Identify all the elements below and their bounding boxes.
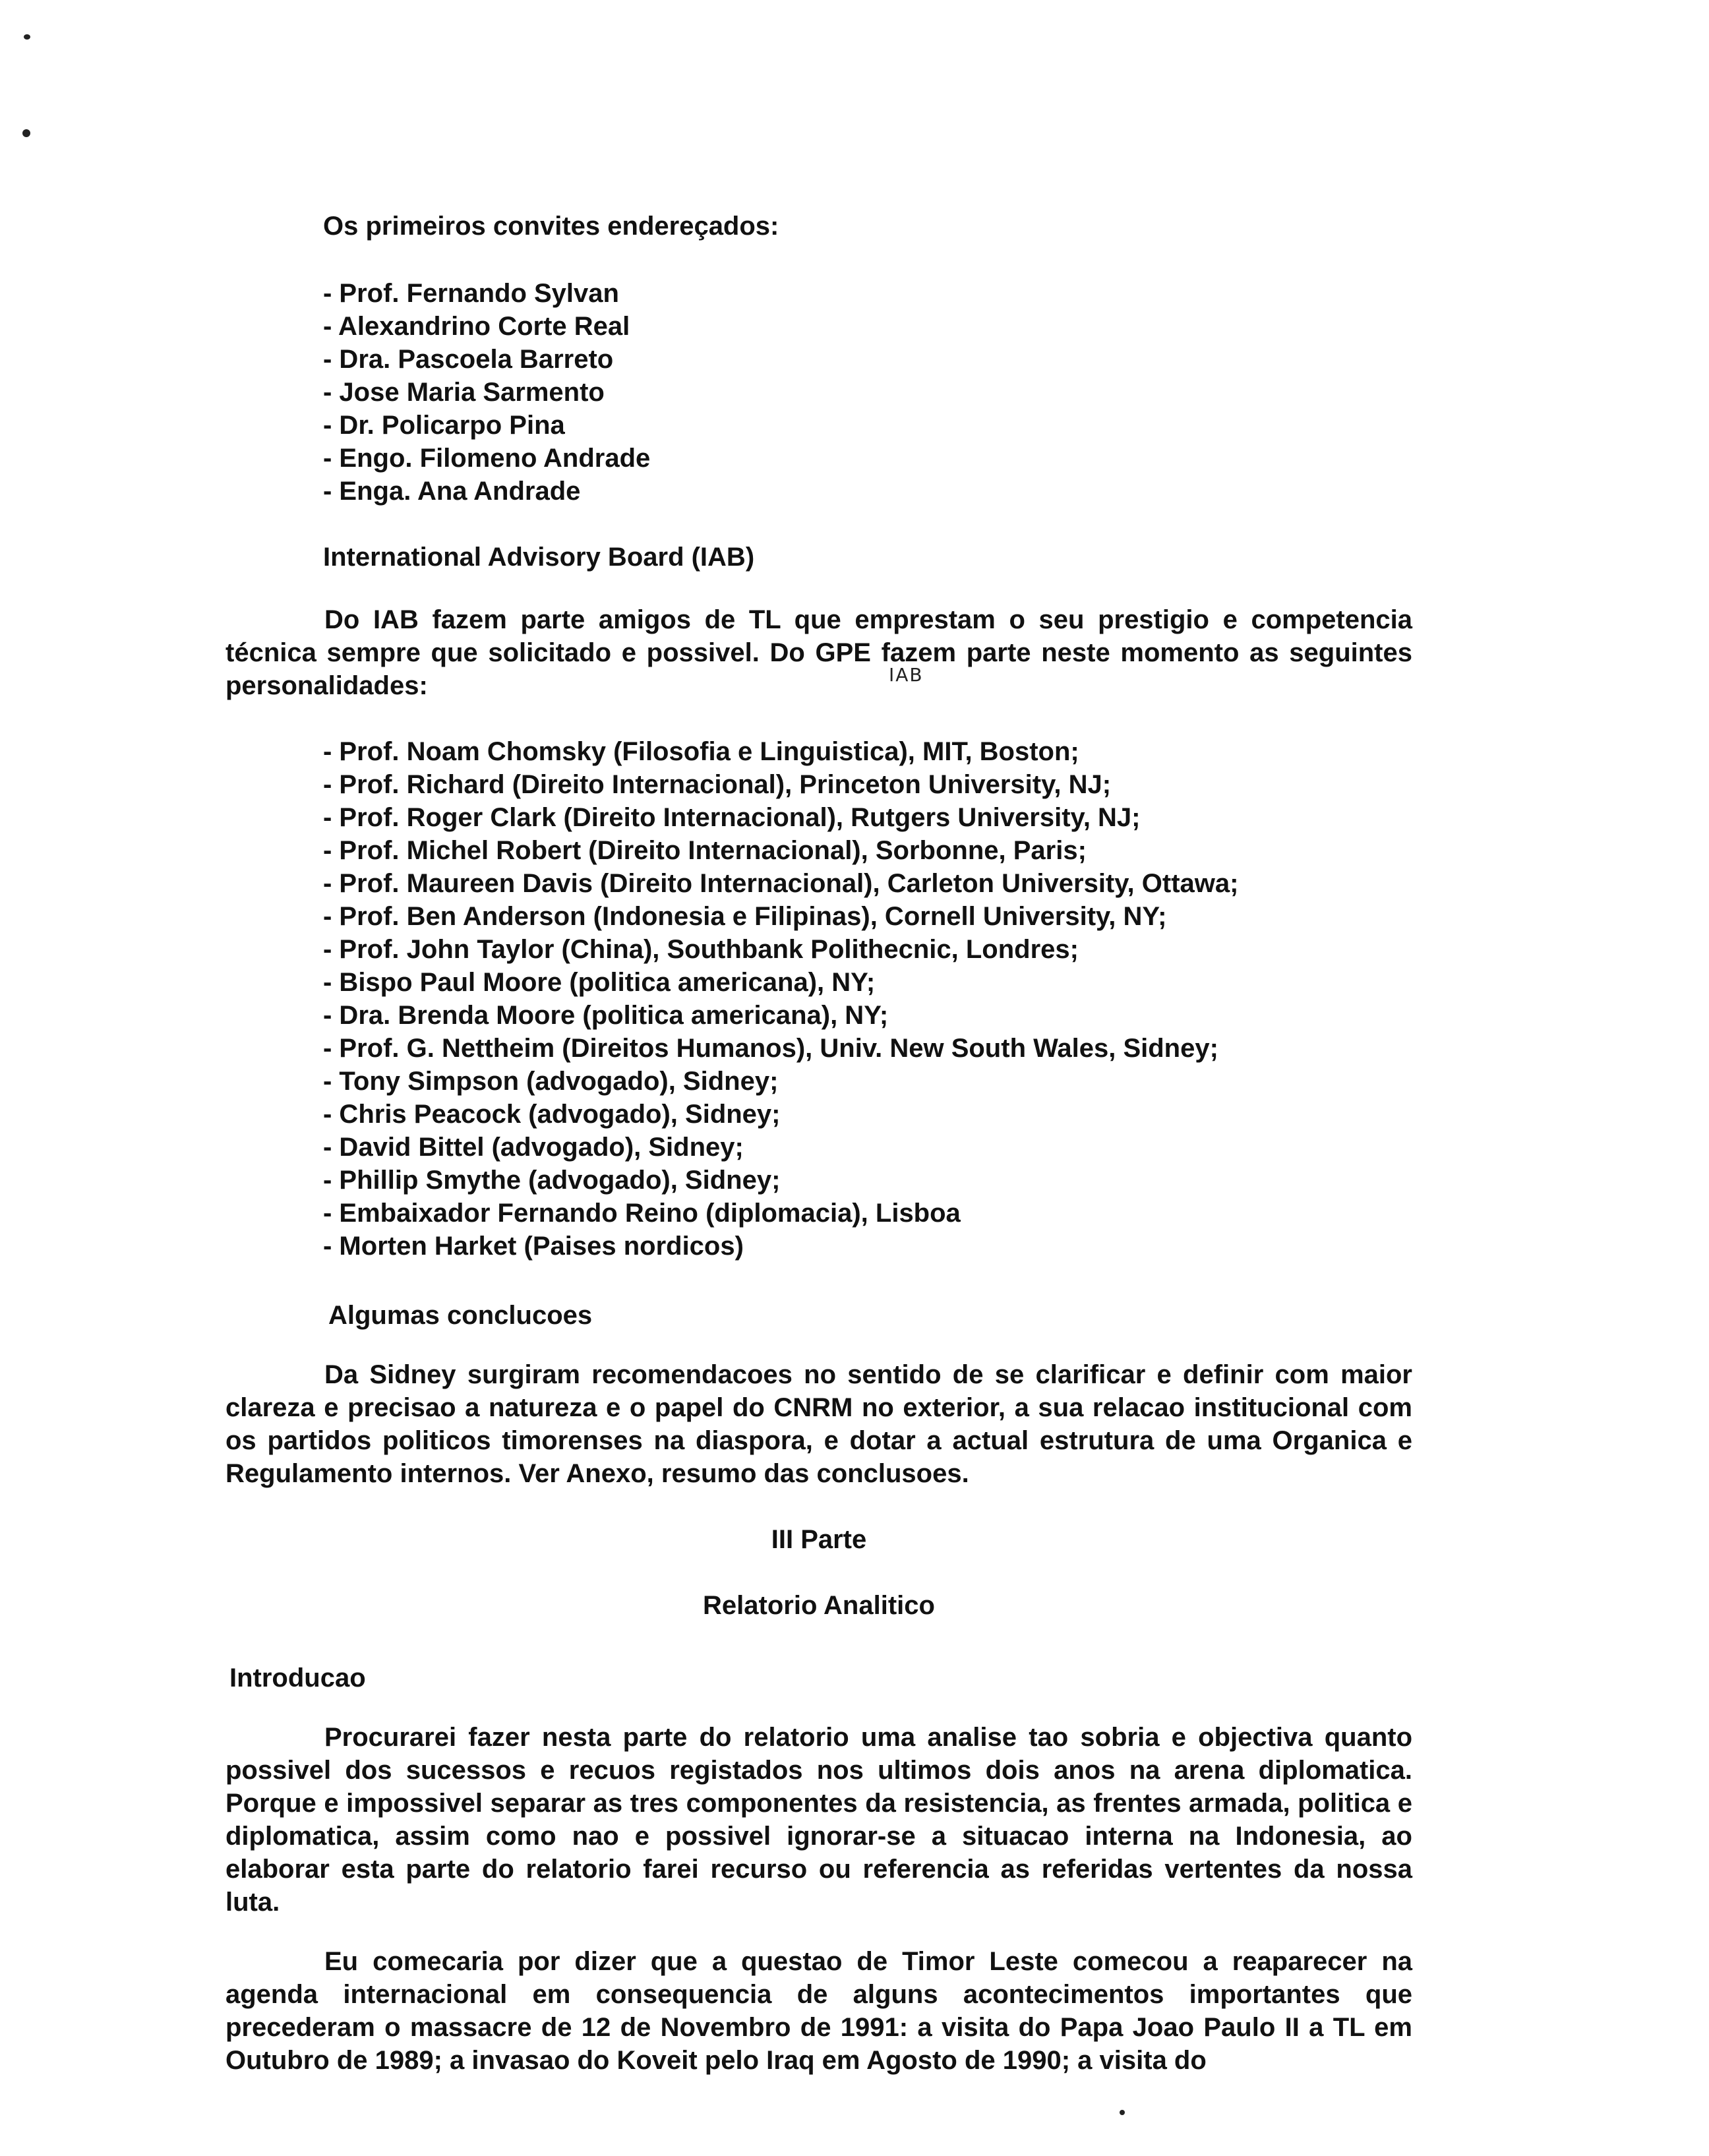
list-item: - Prof. G. Nettheim (Direitos Humanos), Univ. New South Wales, Sidney; (323, 1034, 1218, 1063)
iab-member-list (323, 735, 1238, 1263)
list-item: - Prof. John Taylor (China), Southbank Polithecnic, Londres; (323, 935, 1079, 964)
list-item: - Prof. Ben Anderson (Indonesia e Filipinas), Cornell University, NY; (323, 902, 1167, 931)
list-item: - Embaixador Fernando Reino (diplomacia), Lisboa (323, 1199, 961, 1228)
list-item: - Dr. Policarpo Pina (323, 411, 565, 440)
list-item: - Prof. Michel Robert (Direito Internacional), Sorbonne, Paris; (323, 836, 1087, 865)
list-item: - David Bittel (advogado), Sidney; (323, 1133, 744, 1162)
list-item: - Bispo Paul Moore (politica americana), NY; (323, 968, 876, 997)
list-item: - Phillip Smythe (advogado), Sidney; (323, 1166, 781, 1195)
list-item: - Chris Peacock (advogado), Sidney; (323, 1100, 781, 1129)
scan-speck (1120, 2110, 1125, 2115)
final-paragraph: Eu comecaria por dizer que a questao de Timor Leste comecou a reaparecer na agenda internacional em consequencia de alguns acontecimentos importantes que precederam o massacre de 12 de Novembro de 1991: a visita do Papa Joao Paulo II a TL em Outubro de 1989; a invasao do Koveit pelo Iraq em Agosto de 1990; a visita do (225, 1947, 1412, 2075)
conclusions-heading: Algumas conclucoes (328, 1301, 593, 1330)
invitee-list (323, 277, 650, 508)
handwritten-correction: IAB (889, 664, 924, 686)
intro-paragraph: Procurarei fazer nesta parte do relatorio uma analise tao sobria e objectiva quanto possivel dos sucessos e recuos registados nos ultimos dois anos na arena diplomatica. Porque e impossivel separar as tres componentes da resistencia, as frentes armada, politica e diplomatica, assim como nao e possivel ignorar-se a situacao interna na Indonesia, ao elaborar esta parte do relatorio farei recurso ou referencia as referidas vertentes da nossa luta. (225, 1723, 1412, 1917)
conclusions-paragraph: Da Sidney surgiram recomendacoes no sentido de se clarificar e definir com maior clareza e precisao a natureza e o papel do CNRM no exterior, a sua relacao institucional com os partidos politicos timorenses na diaspora, e dotar a actual estrutura de uma Organica e Regulamento internos. Ver Anexo, resumo das conclusoes. (225, 1360, 1412, 1488)
iab-paragraph: Do IAB fazem parte amigos de TL que emprestam o seu prestigio e competencia técnica sempre que solicitado e possivel. Do GPE fazem parte neste momento as seguintes personalidades: (225, 605, 1412, 700)
list-item: - Prof. Roger Clark (Direito Internacional), Rutgers University, NJ; (323, 803, 1141, 832)
report-title: Relatorio Analitico (703, 1591, 935, 1620)
list-item: - Alexandrino Corte Real (323, 312, 630, 341)
list-item: - Dra. Pascoela Barreto (323, 345, 614, 374)
list-item: - Morten Harket (Paises nordicos) (323, 1232, 744, 1261)
scan-speck (22, 129, 30, 137)
list-item: - Prof. Fernando Sylvan (323, 279, 619, 308)
list-item: - Prof. Maureen Davis (Direito Internacional), Carleton University, Ottawa; (323, 869, 1239, 898)
list-item: - Dra. Brenda Moore (politica americana), NY; (323, 1001, 889, 1030)
intro-heading: Introducao (229, 1663, 366, 1692)
list-item: - Prof. Richard (Direito Internacional), Princeton University, NJ; (323, 770, 1112, 799)
invites-heading: Os primeiros convites endereçados: (323, 212, 779, 241)
list-item: - Engo. Filomeno Andrade (323, 444, 651, 473)
scan-speck (24, 34, 30, 40)
part-title: III Parte (771, 1525, 867, 1554)
list-item: - Jose Maria Sarmento (323, 378, 605, 407)
list-item: - Enga. Ana Andrade (323, 477, 581, 506)
list-item: - Prof. Noam Chomsky (Filosofia e Linguistica), MIT, Boston; (323, 737, 1079, 766)
list-item: - Tony Simpson (advogado), Sidney; (323, 1067, 779, 1096)
iab-heading: International Advisory Board (IAB) (323, 543, 755, 572)
